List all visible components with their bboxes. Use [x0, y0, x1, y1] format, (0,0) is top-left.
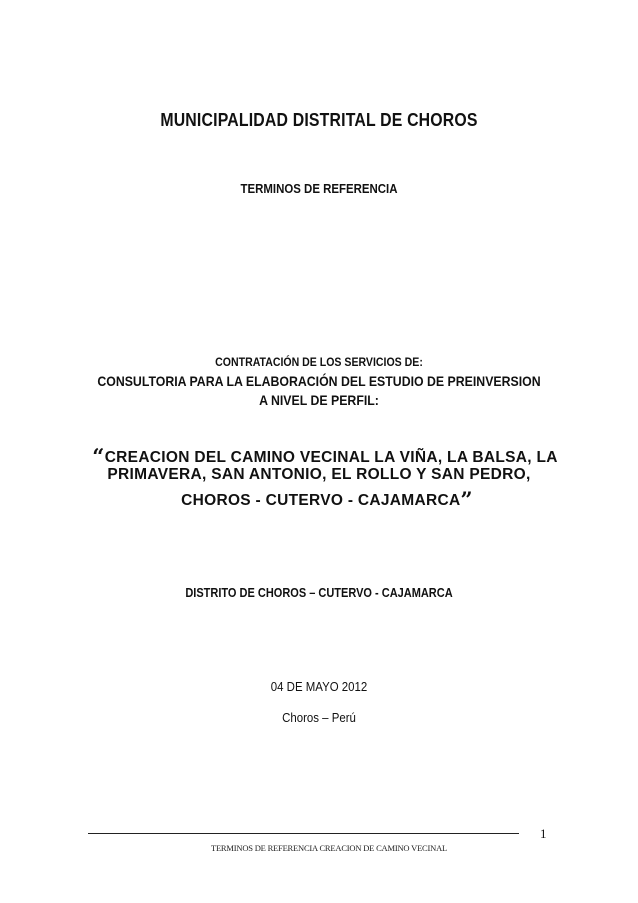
- document-date: 04 DE MAYO 2012: [270, 679, 368, 694]
- project-name-text-3: CHOROS - CUTERVO - CAJAMARCA: [181, 492, 461, 509]
- opening-quote: “: [92, 444, 105, 469]
- project-name-text-1: CREACION DEL CAMINO VECINAL LA VIÑA, LA BALSA, LA: [104, 449, 558, 466]
- consultancy-title-line-2: A NIVEL DE PERFIL:: [259, 392, 379, 408]
- project-name-line-2: PRIMAVERA, SAN ANTONIO, EL ROLLO Y SAN PEDRO,: [107, 466, 531, 483]
- district-location: DISTRITO DE CHOROS – CUTERVO - CAJAMARCA: [185, 586, 453, 600]
- document-type-heading: TERMINOS DE REFERENCIA: [240, 181, 398, 196]
- page-number: 1: [540, 826, 547, 841]
- footer-caption: TERMINOS DE REFERENCIA CREACION DE CAMINO VECINAL: [210, 843, 448, 853]
- consultancy-title-line-1: CONSULTORIA PARA LA ELABORACIÓN DEL ESTUDIO DE PREINVERSION: [97, 373, 541, 389]
- document-place: Choros – Perú: [282, 710, 356, 725]
- project-name-line-3: [8, 487, 638, 512]
- contract-services-label: CONTRATACIÓN DE LOS SERVICIOS DE:: [215, 355, 423, 369]
- closing-quote: ”: [460, 487, 473, 512]
- footer-divider: [88, 833, 519, 834]
- municipality-title: MUNICIPALIDAD DISTRITAL DE CHOROS: [160, 110, 478, 130]
